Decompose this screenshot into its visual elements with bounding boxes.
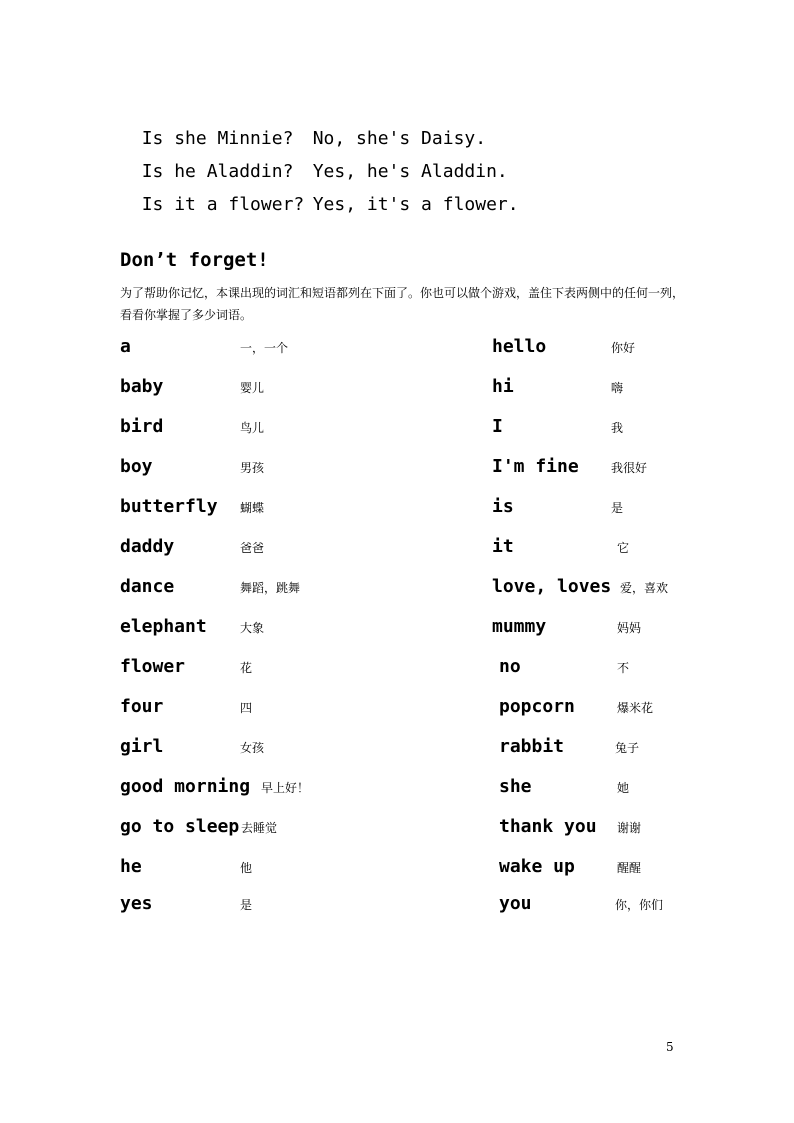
vocab-word: love, loves: [492, 576, 612, 597]
vocab-word: flower: [120, 656, 186, 677]
vocab-word: hello: [492, 336, 547, 357]
vocab-meaning: 妈妈: [617, 621, 642, 635]
vocab-word: thank you: [499, 816, 597, 837]
vocab-meaning: 婴儿: [240, 381, 265, 395]
vocab-meaning: 男孩: [240, 461, 265, 475]
vocab-word: girl: [120, 736, 164, 757]
answer: No, she's Daisy.: [312, 128, 487, 149]
vocab-word: bird: [120, 416, 164, 437]
vocab-meaning: 爱，喜欢: [620, 581, 669, 595]
vocab-meaning: 爸爸: [240, 541, 265, 555]
vocab-meaning: 你好: [611, 341, 636, 355]
vocab-word: mummy: [492, 616, 547, 637]
vocab-word: good morning: [120, 776, 251, 797]
vocab-meaning: 是: [611, 501, 624, 515]
sentence-row: [120, 172, 519, 216]
vocab-word: yes: [120, 893, 153, 914]
vocab-meaning: 不: [617, 661, 630, 675]
vocab-word: four: [120, 696, 164, 717]
vocab-word: he: [120, 856, 142, 877]
question: Is he Aladdin?: [141, 161, 294, 182]
vocab-meaning: 醒醒: [617, 861, 642, 875]
answer: Yes, it's a flower.: [312, 194, 519, 215]
vocab-meaning: 舞蹈，跳舞: [240, 581, 301, 595]
vocab-word: go to sleep: [120, 816, 240, 837]
vocab-meaning: 四: [240, 701, 253, 715]
vocab-meaning: 我很好: [611, 461, 648, 475]
vocab-meaning: 兔子: [615, 741, 640, 755]
question: Is she Minnie?: [141, 128, 294, 149]
vocab-meaning: 女孩: [240, 741, 265, 755]
vocab-meaning: 一，一个: [240, 341, 289, 355]
vocab-word: I: [492, 416, 503, 437]
vocab-meaning: 我: [611, 421, 624, 435]
vocab-word: a: [120, 336, 131, 357]
vocab-word: is: [492, 496, 514, 517]
vocab-word: hi: [492, 376, 514, 397]
vocab-meaning: 花: [240, 661, 253, 675]
vocab-word: baby: [120, 376, 164, 397]
vocab-meaning: 去睡觉: [241, 821, 278, 835]
vocab-word: butterfly: [120, 496, 218, 517]
vocab-meaning: 爆米花: [617, 701, 654, 715]
vocab-word: you: [499, 893, 532, 914]
vocab-word: elephant: [120, 616, 207, 637]
vocab-word: wake up: [499, 856, 575, 877]
intro-paragraph: 为了帮助你记忆，本课出现的词汇和短语都列在下面了。你也可以做个游戏，盖住下表两侧中的任何一列，看看你掌握了多少词语。: [120, 286, 685, 322]
answer: Yes, he's Aladdin.: [312, 161, 508, 182]
vocab-meaning: 嗨: [611, 381, 624, 395]
vocab-meaning: 它: [617, 541, 630, 555]
vocab-meaning: 他: [240, 861, 253, 875]
vocab-meaning: 鸟儿: [240, 421, 265, 435]
vocab-meaning: 你，你们: [615, 898, 664, 912]
vocab-meaning: 她: [617, 781, 630, 795]
section-heading: Don’t forget!: [120, 249, 269, 271]
vocab-meaning: 谢谢: [617, 821, 642, 835]
vocab-word: daddy: [120, 536, 175, 557]
vocab-word: it: [492, 536, 514, 557]
vocab-word: boy: [120, 456, 153, 477]
vocab-meaning: 是: [240, 898, 253, 912]
vocab-meaning: 早上好！: [261, 781, 310, 795]
vocab-word: rabbit: [499, 736, 565, 757]
page-number: 5: [666, 1040, 674, 1054]
question: Is it a flower?: [141, 194, 305, 215]
vocab-meaning: 蝴蝶: [240, 501, 265, 515]
vocab-word: no: [499, 656, 521, 677]
vocab-word: I'm fine: [492, 456, 579, 477]
vocab-word: popcorn: [499, 696, 575, 717]
vocab-meaning: 大象: [240, 621, 265, 635]
vocab-word: she: [499, 776, 532, 797]
vocab-word: dance: [120, 576, 175, 597]
